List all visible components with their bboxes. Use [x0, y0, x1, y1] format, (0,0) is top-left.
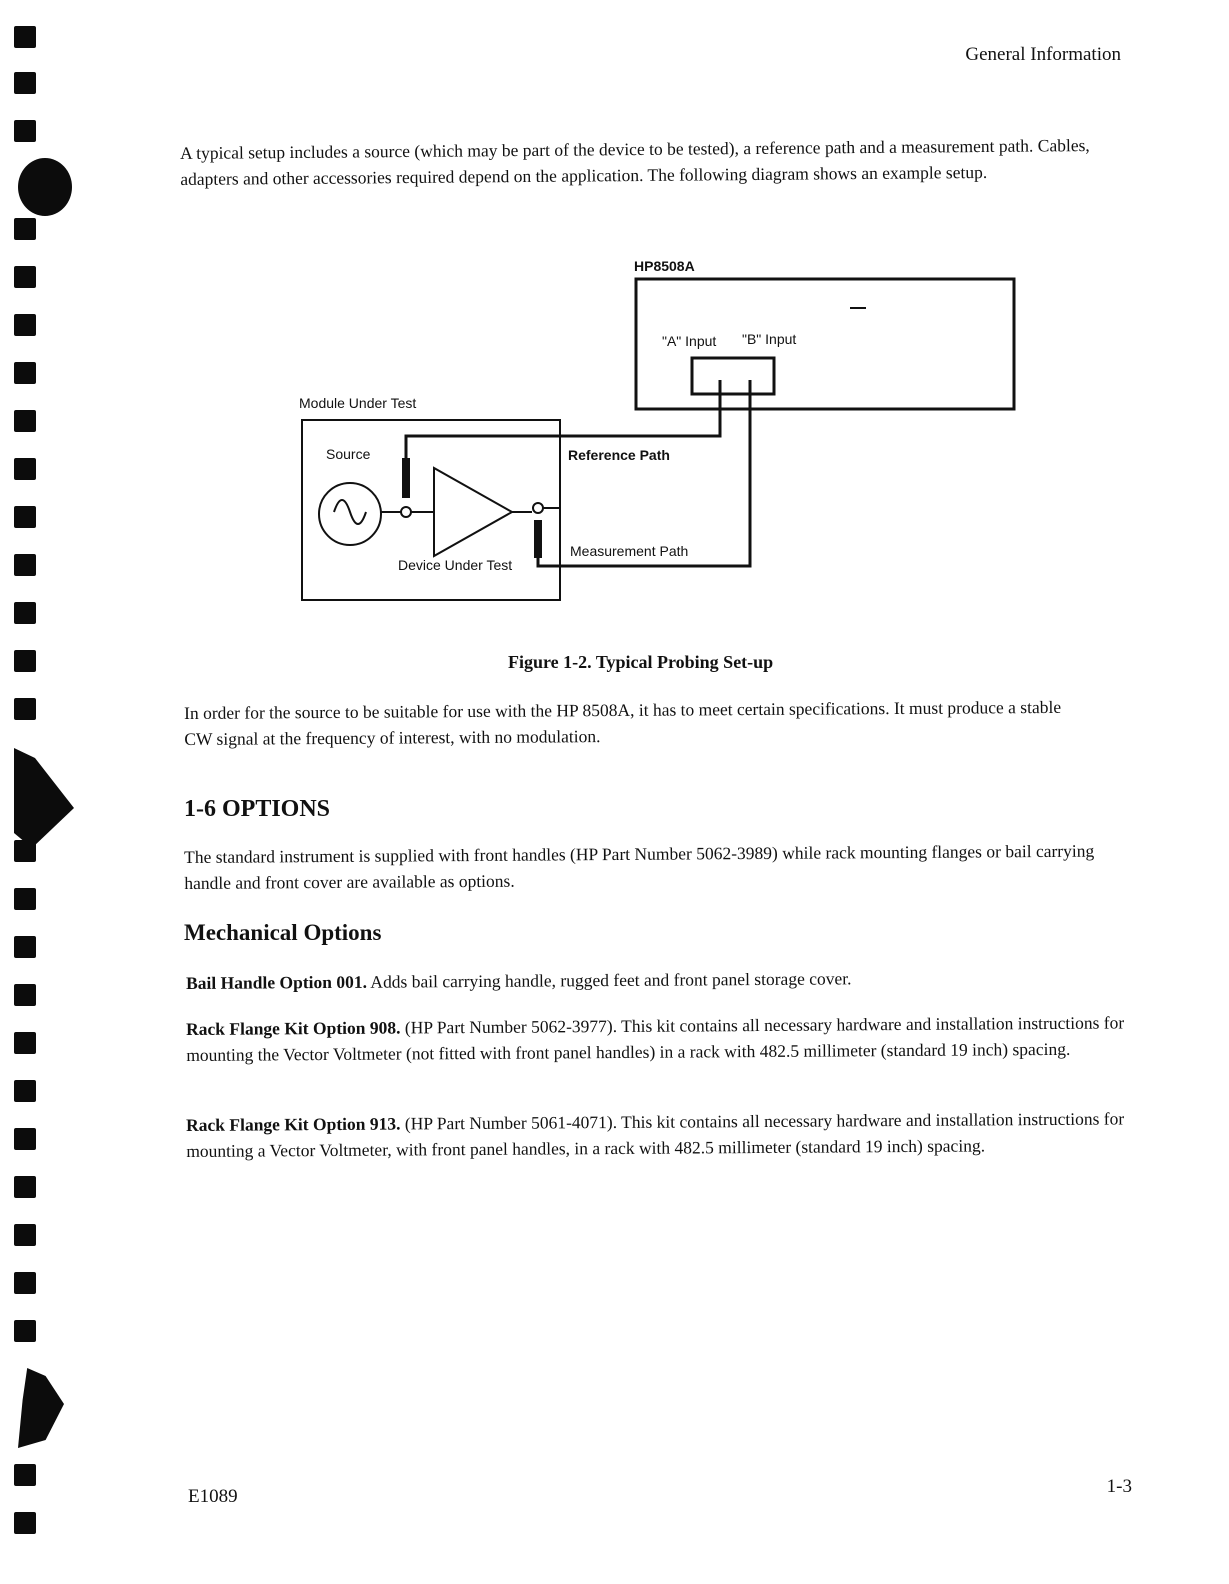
intro-paragraph: A typical setup includes a source (which may be part of the device to be tested), a reference path and a measurement path. Cables, adapters and other accessories required depend on the application. The following diagram shows an example setup. [180, 135, 1090, 189]
running-header: General Information [965, 44, 1121, 65]
option-908 [186, 1009, 1131, 1068]
option-908-title: Rack Flange Kit Option 908. [186, 1017, 401, 1039]
reference-path-label: Reference Path [568, 447, 670, 463]
option-913-body: (HP Part Number 5061-4071). This kit contains all necessary hardware and installation instructions for mounting a Vector Voltmeter, with front panel handles, in a rack with 482.5 millimeter (standard 19 inch) spacing. [186, 1108, 1125, 1161]
b-input-label: "B" Input [742, 331, 797, 347]
sine-wave [334, 500, 366, 524]
input-connector-block [692, 358, 774, 394]
figure-caption: Figure 1-2. Typical Probing Set-up [508, 652, 774, 672]
page-number: 1-3 [1106, 1476, 1132, 1497]
option-001-title: Bail Handle Option 001. [186, 971, 368, 993]
probing-setup-diagram [290, 250, 1030, 620]
option-913-title: Rack Flange Kit Option 913. [186, 1113, 401, 1135]
option-913 [186, 1105, 1131, 1164]
output-node [533, 503, 543, 513]
dut-label: Device Under Test [398, 557, 513, 573]
measurement-probe [534, 520, 542, 558]
doc-code: E1089 [188, 1486, 238, 1507]
source-paragraph: In order for the source to be suitable for use with the HP 8508A, it has to meet certain specifications. It must produce a stable CW signal at the frequency of interest, with no modulation. [184, 696, 1062, 749]
instrument-label: HP8508A [634, 258, 695, 274]
reference-probe [402, 458, 410, 498]
binder-holes [14, 0, 44, 1584]
dut-amplifier [434, 468, 512, 556]
source-label: Source [326, 446, 371, 462]
option-001-body: Adds bail carrying handle, rugged feet and front panel storage cover. [370, 968, 852, 992]
module-label: Module Under Test [299, 395, 417, 411]
options-paragraph: The standard instrument is supplied with front handles (HP Part Number 5062-3989) while rack mounting flanges or bail carrying handle and front cover are available as options. [184, 840, 1095, 893]
mechanical-options-heading: Mechanical Options [184, 920, 382, 945]
option-908-body: (HP Part Number 5062-3977). This kit contains all necessary hardware and installation instructions for mounting the Vector Voltmeter (not fitted with front panel handles) in a rack with 482.5 millimeter (standard 19 inch) spacing. [186, 1012, 1125, 1065]
measurement-path-label: Measurement Path [570, 543, 689, 559]
option-001 [186, 963, 1126, 996]
diagram-svg [290, 250, 1030, 620]
a-input-label: "A" Input [662, 333, 717, 349]
options-heading: 1-6 OPTIONS [184, 796, 331, 822]
input-node [401, 507, 411, 517]
